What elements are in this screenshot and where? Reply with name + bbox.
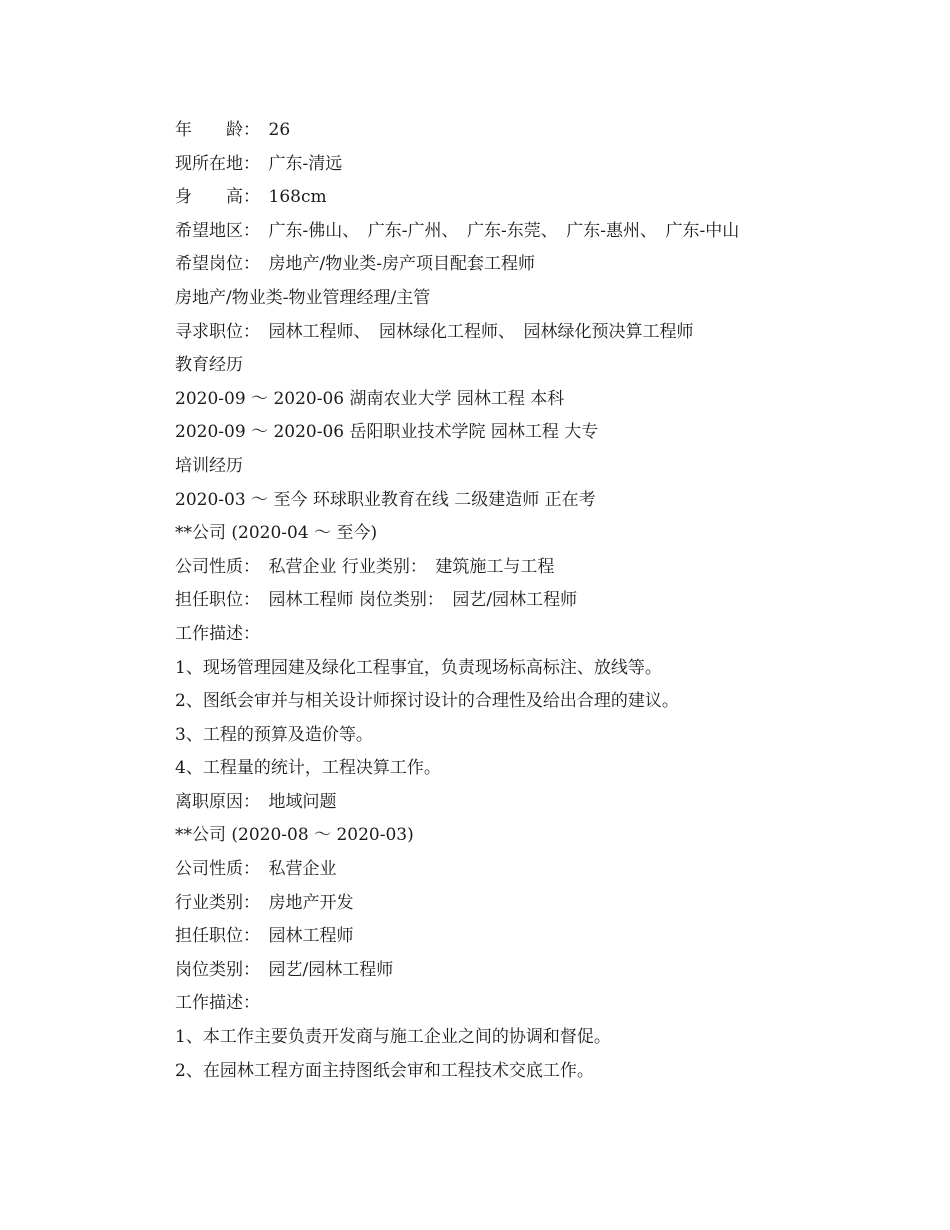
education-heading: 教育经历 — [175, 355, 243, 376]
job-1-duty: 3、工程的预算及造价等。 — [175, 724, 373, 745]
age-line: 年 龄： 26 — [175, 120, 291, 140]
job-1-duty: 2、图纸会审并与相关设计师探讨设计的合理性及给出合理的建议。 — [175, 691, 679, 712]
job-1-company-info: 公司性质： 私营企业 行业类别： 建筑施工与工程 — [175, 556, 555, 577]
resume-content — [175, 114, 875, 1088]
job-2-category: 岗位类别： 园艺/园林工程师 — [175, 959, 394, 980]
job-2-duty: 2、在园林工程方面主持图纸会审和工程技术交底工作。 — [175, 1060, 594, 1081]
education-item: 2020-09 ～ 2020-06 湖南农业大学 园林工程 本科 — [175, 388, 565, 409]
job-1-duty: 1、现场管理园建及绿化工程事宜，负责现场标高标注、放线等。 — [175, 657, 662, 678]
job-2-description-label: 工作描述： — [175, 993, 260, 1014]
job-2-position: 担任职位： 园林工程师 — [175, 926, 354, 947]
training-heading: 培训经历 — [175, 455, 243, 476]
current-location-line: 现所在地： 广东-清远 — [175, 153, 343, 174]
job-2-company: **公司 (2020-08 ～ 2020-03) — [175, 825, 414, 846]
job-1-leaving-reason: 离职原因： 地域问题 — [175, 791, 337, 812]
desired-position-continued-line: 房地产/物业类-物业管理经理/主管 — [175, 287, 431, 308]
education-item: 2020-09 ～ 2020-06 岳阳职业技术学院 园林工程 大专 — [175, 422, 599, 443]
training-item: 2020-03 ～ 至今 环球职业教育在线 二级建造师 正在考 — [175, 489, 596, 510]
height-line: 身 高： 168cm — [175, 187, 327, 208]
job-2-duty: 1、本工作主要负责开发商与施工企业之间的协调和督促。 — [175, 1027, 611, 1048]
job-1-company: **公司 (2020-04 ～ 至今) — [175, 523, 378, 544]
job-2-company-type: 公司性质： 私营企业 — [175, 859, 337, 880]
sought-jobs-line: 寻求职位： 园林工程师、 园林绿化工程师、 园林绿化预决算工程师 — [175, 321, 694, 342]
job-1-position: 担任职位： 园林工程师 岗位类别： 园艺/园林工程师 — [175, 590, 578, 611]
job-1-description-label: 工作描述： — [175, 623, 260, 644]
desired-regions-line: 希望地区： 广东-佛山、 广东-广州、 广东-东莞、 广东-惠州、 广东-中山 — [175, 220, 740, 241]
job-2-industry: 行业类别： 房地产开发 — [175, 892, 354, 913]
job-1-duty: 4、工程量的统计，工程决算工作。 — [175, 758, 441, 779]
desired-position-line: 希望岗位： 房地产/物业类-房产项目配套工程师 — [175, 254, 535, 275]
